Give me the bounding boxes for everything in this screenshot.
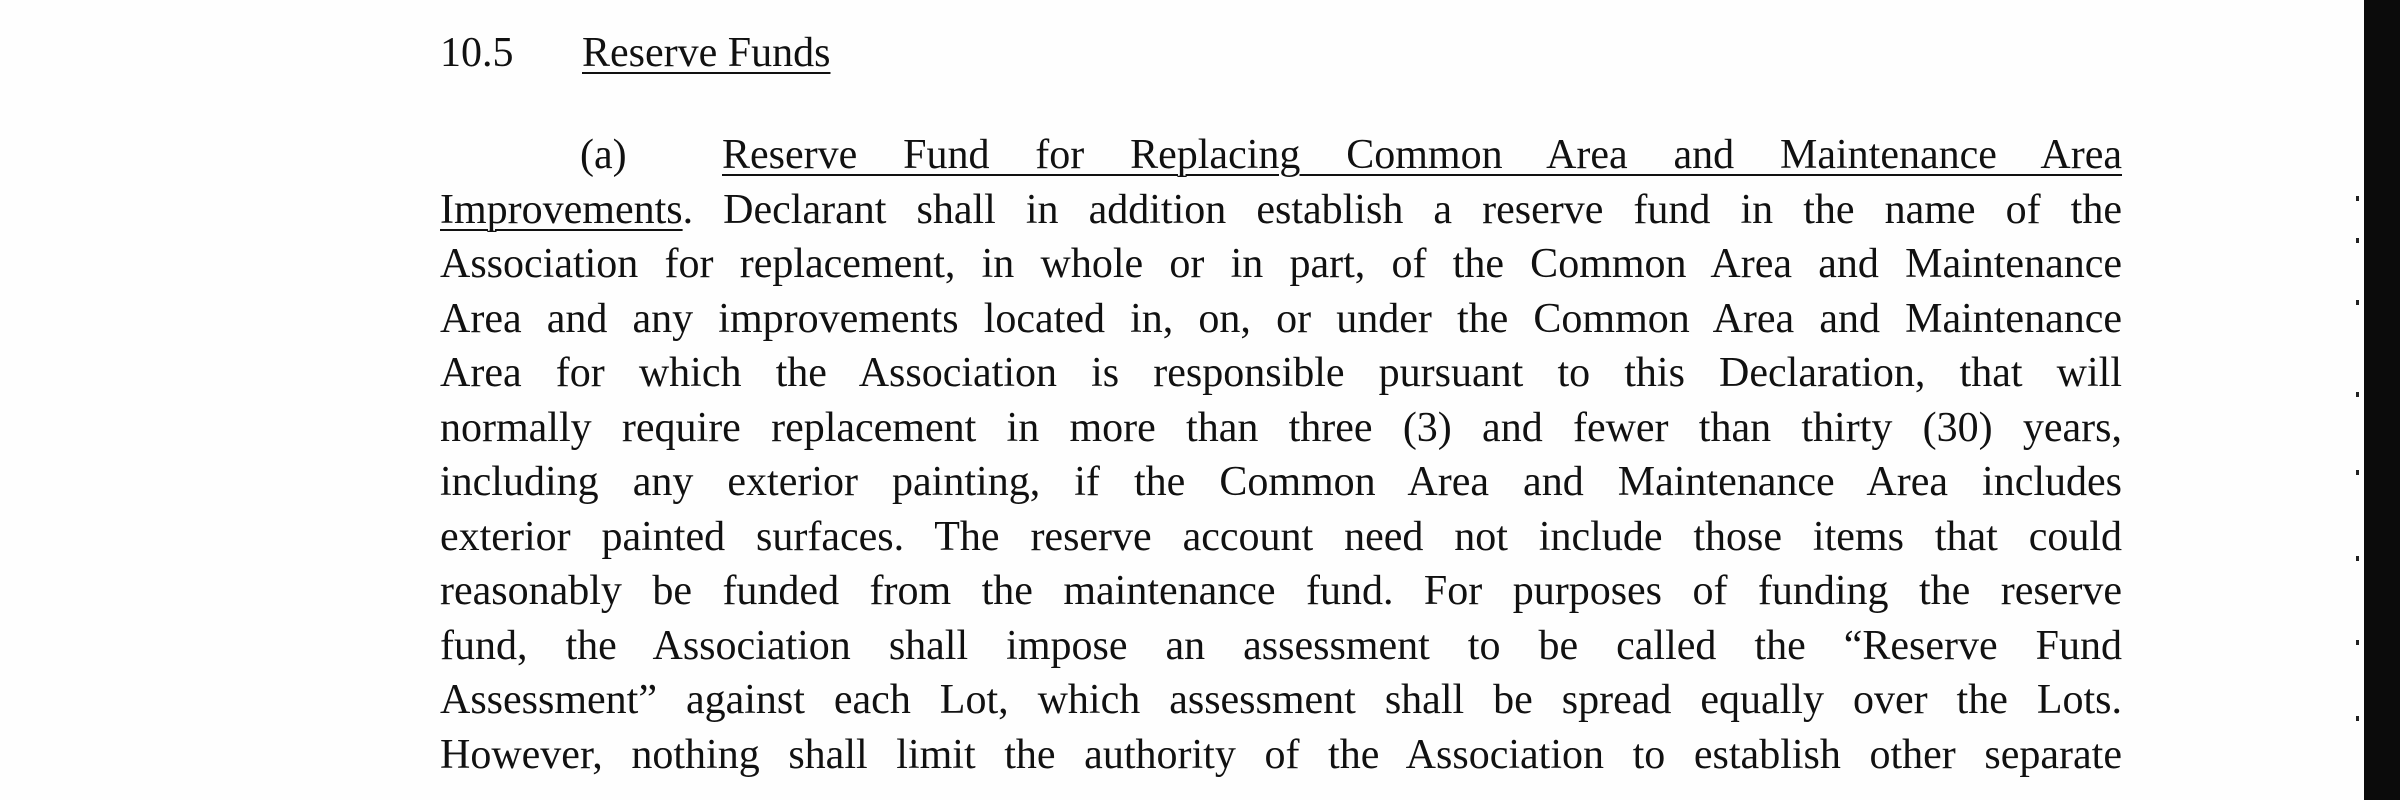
subsection-title: Reserve Fund for Replacing Common Area and Maintenance Area [722,132,2122,178]
section-heading [440,26,830,80]
paragraph-line: Area for which the Association is responsible pursuant to this Declaration, that will [440,350,2122,396]
scan-edge-noise [2354,0,2364,800]
scan-border [2364,0,2400,800]
paragraph-line-1 [440,128,2122,183]
paragraph-line: including any exterior painting, if the Common Area and Maintenance Area includes [440,459,2122,505]
paragraph-line: reasonably be funded from the maintenance fund. For purposes of funding the reserve [440,568,2122,614]
subsection-text-start: . Declarant shall in addition establish a reserve fund in the name of the [682,186,2122,233]
subsection-marker: (a) [580,132,627,178]
paragraph-line: exterior painted surfaces. The reserve account need not include those items that could [440,513,2122,560]
paragraph-line: normally require replacement in more than three (3) and fewer than thirty (30) years, [440,404,2122,451]
section-title: Reserve Funds [582,30,831,76]
paragraph-line: Association for replacement, in whole or in part, of the Common Area and Maintenance [440,241,2122,287]
paragraph-line-2 [440,183,2122,238]
section-body [440,128,2122,782]
paragraph-line: However, nothing shall limit the authority of the Association to establish other separate [440,731,2122,778]
paragraph-line: Assessment” against each Lot, which assessment shall be spread equally over the Lots. [440,677,2122,723]
paragraph-line: Area and any improvements located in, on, or under the Common Area and Maintenance [440,295,2122,342]
section-number: 10.5 [440,30,514,76]
paragraph-line: fund, the Association shall impose an assessment to be called the “Reserve Fund [440,622,2122,669]
subsection-title-continued: Improvements [440,186,683,233]
